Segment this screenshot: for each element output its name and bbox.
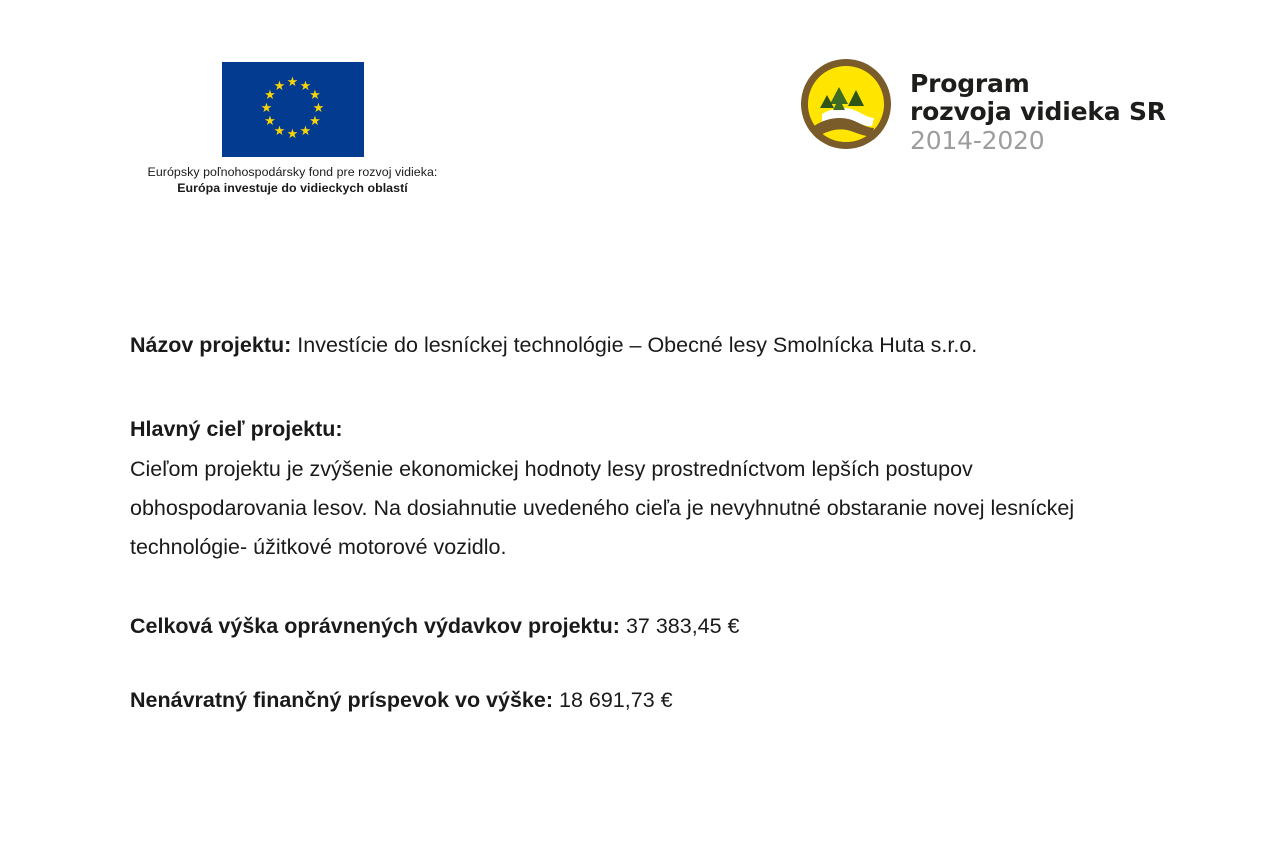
eu-caption-line-1: Európsky poľnohospodársky fond pre rozvoj vidieka: <box>147 165 438 179</box>
project-name-block <box>130 330 1170 360</box>
grant-label: Nenávratný finančný príspevok vo výške: <box>130 688 554 712</box>
eu-caption <box>120 164 465 196</box>
total-expenses-block <box>130 611 1170 641</box>
document-body <box>130 330 1170 741</box>
grant-block <box>130 685 1170 715</box>
grant-value: 18 691,73 € <box>559 688 673 712</box>
spacer <box>130 386 1170 414</box>
european-union-flag-icon: ★ ★ ★ ★ ★ ★ ★ ★ ★ ★ ★ ★ <box>222 62 364 157</box>
program-rozvoja-vidieka-logo-icon <box>800 58 892 150</box>
prv-logo-block <box>800 58 1166 155</box>
eu-caption-line-2: Európa investuje do vidieckych oblastí <box>177 181 408 195</box>
total-expenses-value: 37 383,45 € <box>625 614 740 638</box>
eu-logo-block <box>120 62 465 196</box>
document-header <box>0 0 1280 230</box>
project-name-label: Názov projektu: <box>130 333 292 357</box>
prv-title-line-2: rozvoja vidieka SR <box>910 97 1166 126</box>
total-expenses-label: Celková výška oprávnených výdavkov projektu: <box>130 614 620 638</box>
project-goal-heading: Hlavný cieľ projektu: <box>130 417 343 441</box>
prv-title-line-1: Program <box>910 69 1030 98</box>
prv-years: 2014-2020 <box>910 126 1045 155</box>
project-goal-text: Cieľom projektu je zvýšenie ekonomickej hodnoty lesy prostredníctvom lepších postupov obhospodarovania lesov. Na dosiahnutie uvedeného cieľa je nevyhnutné obstaranie novej lesníckej technológie- úžitkové motorové vozidlo. <box>130 457 1075 559</box>
project-goal-block <box>130 414 1170 567</box>
project-name-value: Investície do lesníckej technológie – Obecné lesy Smolnícka Huta s.r.o. <box>297 333 978 357</box>
prv-title <box>910 58 1166 155</box>
